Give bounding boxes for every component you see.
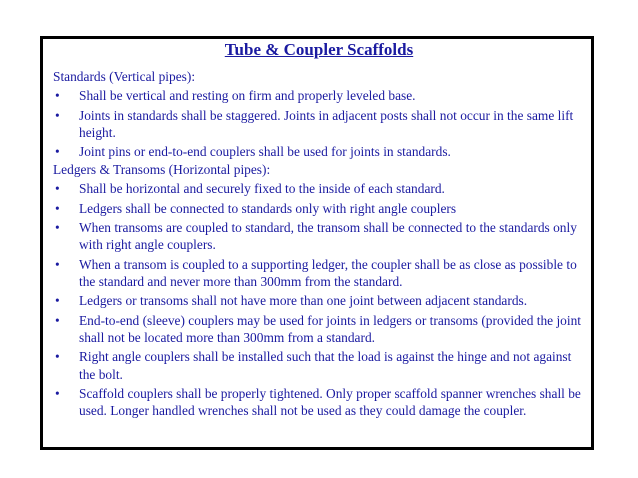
slide-body — [53, 68, 588, 420]
bullet-icon: • — [55, 144, 60, 160]
list-item — [53, 385, 588, 420]
list-item-text: Ledgers shall be connected to standards only with right angle couplers — [79, 200, 457, 216]
list-item — [53, 292, 588, 309]
list-item — [53, 87, 588, 104]
section-heading-ledgers-transoms: Ledgers & Transoms (Horizontal pipes): — [53, 161, 271, 177]
bullet-icon: • — [55, 386, 60, 402]
bullet-icon: • — [55, 107, 60, 123]
list-item-text: Right angle couplers shall be installed such that the load is against the hinge and not against the bolt. — [79, 349, 572, 382]
bullet-icon: • — [55, 293, 60, 309]
list-item — [53, 180, 588, 197]
bullet-icon: • — [55, 256, 60, 272]
bullet-icon: • — [55, 219, 60, 235]
bullet-icon: • — [55, 312, 60, 328]
list-item-text: When transoms are coupled to standard, the transom shall be connected to the standards only with right angle couplers. — [79, 219, 577, 253]
list-item — [53, 143, 588, 160]
list-item-text: Shall be vertical and resting on firm and properly leveled base. — [79, 88, 416, 104]
ledgers-transoms-list — [53, 180, 588, 420]
section-heading-standards: Standards (Vertical pipes): — [53, 69, 196, 84]
list-item-text: Joint pins or end-to-end couplers shall be used for joints in standards. — [79, 144, 451, 160]
list-item-text: Joints in standards shall be staggered. Joints in adjacent posts shall not occur in the same lift height. — [79, 107, 574, 141]
bullet-icon: • — [55, 181, 60, 197]
list-item — [53, 200, 588, 217]
list-item-text: Shall be horizontal and securely fixed to the inside of each standard. — [79, 181, 445, 197]
list-item-text: Scaffold couplers shall be properly tightened. Only proper scaffold spanner wrenches shall be used. Longer handled wrenches shall not be used as they could damage the coupler. — [79, 386, 581, 419]
page-title: Tube & Coupler Scaffolds — [224, 40, 414, 59]
list-item-text: End-to-end (sleeve) couplers may be used for joints in ledgers or transoms (provided the joint shall not be located more than 300mm from a standard. — [79, 312, 582, 345]
list-item — [53, 256, 588, 291]
bullet-icon: • — [55, 349, 60, 365]
standards-list — [53, 87, 588, 160]
list-item — [53, 219, 588, 254]
list-item-text: Ledgers or transoms shall not have more than one joint between adjacent standards. — [79, 293, 528, 309]
list-item-text: When a transom is coupled to a supporting ledger, the coupler shall be as close as possible to the standard and never more than 300mm from the standard. — [79, 256, 577, 289]
list-item — [53, 348, 588, 383]
list-item — [53, 312, 588, 347]
bullet-icon: • — [55, 88, 60, 104]
bullet-icon: • — [55, 200, 60, 216]
list-item — [53, 107, 588, 142]
